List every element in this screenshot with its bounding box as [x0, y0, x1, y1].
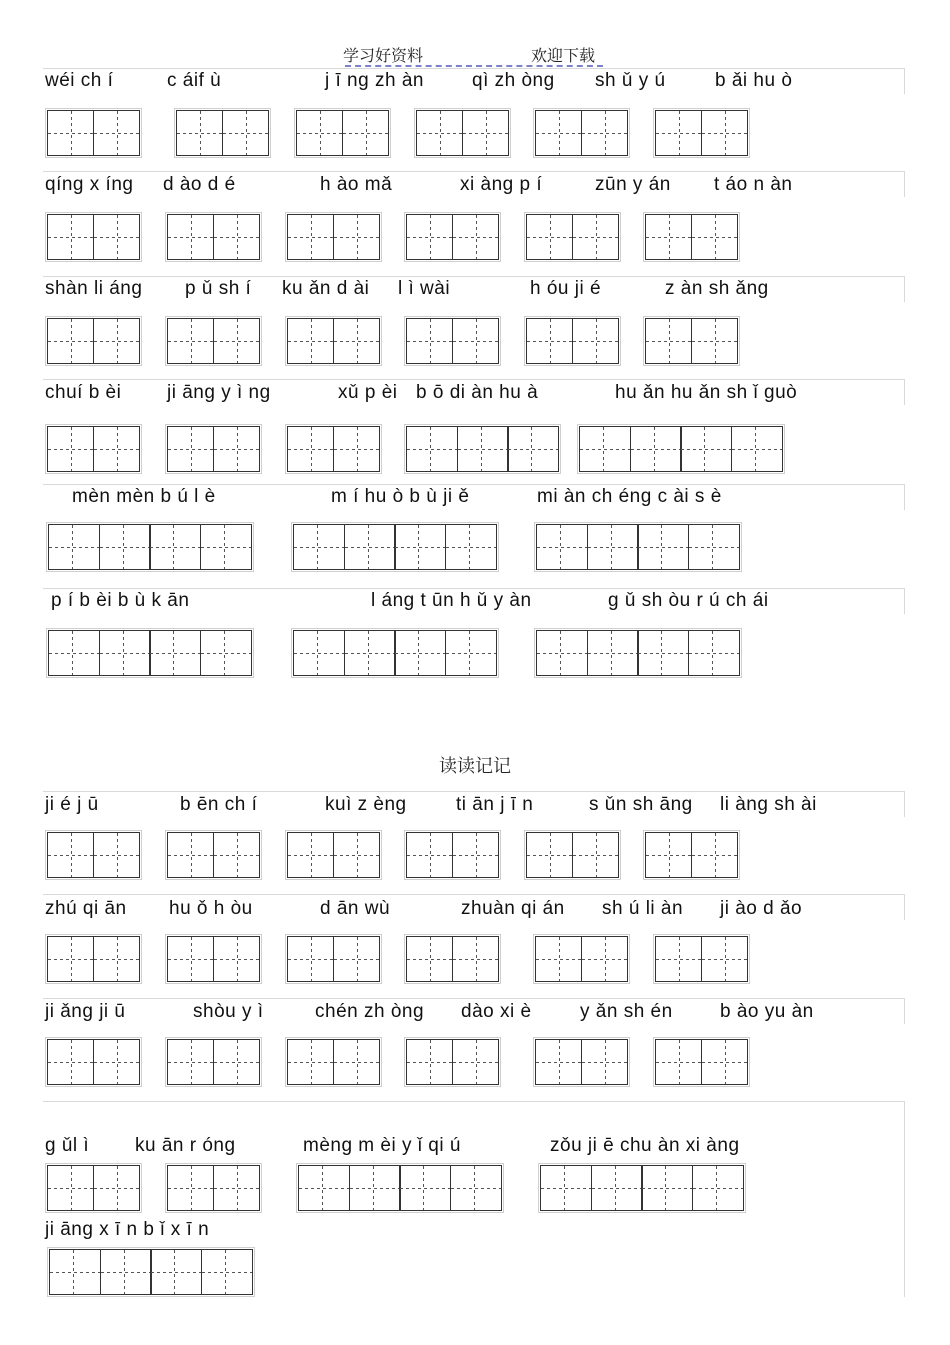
tianzige-cell[interactable] [47, 1039, 94, 1085]
pinyin-prompt: ku ān r óng [135, 1135, 236, 1156]
tianzige-cell[interactable] [701, 936, 748, 982]
row-divider-end [904, 588, 905, 614]
tianzige-cell[interactable] [349, 1165, 401, 1211]
writing-box-group[interactable] [536, 630, 740, 676]
tianzige-cell[interactable] [581, 110, 628, 156]
tianzige-cell[interactable] [213, 318, 260, 364]
tianzige-cell[interactable] [526, 318, 573, 364]
tianzige-cell[interactable] [540, 1165, 592, 1211]
row-divider [43, 171, 905, 172]
pinyin-prompt: sh ú li àn [602, 898, 684, 919]
tianzige-cell[interactable] [507, 426, 559, 472]
pinyin-prompt: c áif ù [167, 70, 222, 91]
tianzige-cell[interactable] [645, 214, 692, 260]
tianzige-cell[interactable] [579, 426, 631, 472]
tianzige-cell[interactable] [581, 936, 628, 982]
pinyin-prompt: z àn sh ǎng [665, 278, 769, 299]
tianzige-cell[interactable] [452, 936, 499, 982]
tianzige-cell[interactable] [406, 318, 453, 364]
pinyin-prompt: y ǎn sh én [580, 1001, 673, 1022]
row-divider [43, 68, 905, 69]
tianzige-cell[interactable] [213, 832, 260, 878]
tianzige-cell[interactable] [394, 524, 446, 570]
tianzige-cell[interactable] [93, 936, 140, 982]
tianzige-cell[interactable] [452, 832, 499, 878]
tianzige-cell[interactable] [587, 524, 639, 570]
writing-box-group[interactable] [406, 832, 499, 878]
writing-box-group[interactable] [287, 214, 380, 260]
tianzige-cell[interactable] [47, 832, 94, 878]
tianzige-cell[interactable] [49, 1249, 101, 1295]
pinyin-prompt: xǔ p èi [338, 382, 398, 403]
tianzige-cell[interactable] [535, 110, 582, 156]
tianzige-cell[interactable] [452, 214, 499, 260]
tianzige-cell[interactable] [298, 1165, 350, 1211]
tianzige-cell[interactable] [406, 214, 453, 260]
writing-box-group[interactable] [48, 524, 252, 570]
tianzige-cell[interactable] [99, 524, 151, 570]
tianzige-cell[interactable] [287, 318, 334, 364]
row-divider [43, 276, 905, 277]
row-divider-end [904, 68, 905, 94]
tianzige-cell[interactable] [445, 630, 497, 676]
tianzige-cell[interactable] [93, 1165, 140, 1211]
writing-box-group[interactable] [406, 318, 499, 364]
writing-box-group[interactable] [655, 1039, 748, 1085]
writing-box-group[interactable] [406, 214, 499, 260]
tianzige-cell[interactable] [167, 1165, 214, 1211]
tianzige-cell[interactable] [344, 630, 396, 676]
tianzige-cell[interactable] [93, 110, 140, 156]
pinyin-prompt: hu ǒ h òu [169, 898, 253, 919]
tianzige-cell[interactable] [150, 1249, 202, 1295]
tianzige-cell[interactable] [526, 832, 573, 878]
tianzige-cell[interactable] [47, 318, 94, 364]
writing-box-group[interactable] [49, 1249, 253, 1295]
tianzige-cell[interactable] [293, 524, 345, 570]
writing-box-group[interactable] [47, 110, 140, 156]
writing-box-group[interactable] [48, 630, 252, 676]
writing-box-group[interactable] [287, 318, 380, 364]
pinyin-prompt: li àng sh ài [720, 794, 817, 815]
pinyin-prompt: zhú qi ān [45, 898, 127, 919]
row-divider-end [904, 998, 905, 1024]
writing-box-group[interactable] [416, 110, 509, 156]
pinyin-prompt: zǒu ji ē chu àn xi àng [550, 1135, 740, 1156]
section-title-dudujiji: 读读记记 [439, 756, 511, 777]
writing-box-group[interactable] [47, 426, 140, 472]
writing-box-group[interactable] [535, 936, 628, 982]
tianzige-cell[interactable] [645, 832, 692, 878]
pinyin-prompt: qíng x íng [45, 174, 134, 195]
tianzige-cell[interactable] [406, 1039, 453, 1085]
writing-box-group[interactable] [655, 936, 748, 982]
writing-box-group[interactable] [47, 832, 140, 878]
writing-box-group[interactable] [47, 936, 140, 982]
tianzige-cell[interactable] [213, 1165, 260, 1211]
pinyin-prompt: p í b èi b ù k ān [51, 590, 190, 611]
tianzige-cell[interactable] [100, 1249, 152, 1295]
pinyin-prompt: b ēn ch í [180, 794, 258, 815]
pinyin-prompt: b ào yu àn [720, 1001, 814, 1022]
writing-box-group[interactable] [293, 524, 497, 570]
writing-box-group[interactable] [406, 936, 499, 982]
header-right-text: 欢迎下载 [531, 46, 596, 65]
tianzige-cell[interactable] [457, 426, 509, 472]
row-divider-end [904, 484, 905, 510]
tianzige-cell[interactable] [406, 936, 453, 982]
pinyin-prompt: kuì z èng [325, 794, 407, 815]
pinyin-prompt: m í hu ò b ù ji ě [331, 486, 470, 507]
writing-box-group[interactable] [167, 832, 260, 878]
writing-box-group[interactable] [655, 110, 748, 156]
pinyin-prompt: j ī ng zh àn [325, 70, 424, 91]
pinyin-prompt: zūn y án [595, 174, 671, 195]
tianzige-cell[interactable] [201, 1249, 253, 1295]
tianzige-cell[interactable] [47, 426, 94, 472]
pinyin-prompt: d ào d é [163, 174, 236, 195]
tianzige-cell[interactable] [333, 214, 380, 260]
tianzige-cell[interactable] [416, 110, 463, 156]
tianzige-cell[interactable] [287, 1039, 334, 1085]
writing-box-group[interactable] [526, 832, 619, 878]
tianzige-cell[interactable] [333, 936, 380, 982]
pinyin-prompt: wéi ch í [45, 70, 114, 91]
writing-box-group[interactable] [167, 1039, 260, 1085]
tianzige-cell[interactable] [452, 1039, 499, 1085]
pinyin-prompt: ji ào d ǎo [720, 898, 803, 919]
tianzige-cell[interactable] [535, 1039, 582, 1085]
tianzige-cell[interactable] [200, 524, 252, 570]
pinyin-prompt: b ō di àn hu à [416, 382, 539, 403]
tianzige-cell[interactable] [213, 1039, 260, 1085]
tianzige-cell[interactable] [399, 1165, 451, 1211]
row-divider-end [904, 171, 905, 197]
tianzige-cell[interactable] [344, 524, 396, 570]
tianzige-cell[interactable] [655, 110, 702, 156]
tianzige-cell[interactable] [691, 318, 738, 364]
row-divider [43, 588, 905, 589]
writing-box-group[interactable] [526, 214, 619, 260]
writing-box-group[interactable] [167, 214, 260, 260]
writing-box-group[interactable] [645, 214, 738, 260]
tianzige-cell[interactable] [691, 214, 738, 260]
tianzige-cell[interactable] [47, 936, 94, 982]
writing-box-group[interactable] [287, 832, 380, 878]
tianzige-cell[interactable] [333, 426, 380, 472]
row-divider [43, 791, 905, 792]
tianzige-cell[interactable] [47, 1165, 94, 1211]
tianzige-cell[interactable] [630, 426, 682, 472]
header-dashed-underline [345, 65, 603, 67]
pinyin-prompt: l ì wài [398, 278, 451, 299]
pinyin-prompt: ji āng x ī n b ǐ x ī n [45, 1219, 210, 1240]
pinyin-prompt: chén zh òng [315, 1001, 425, 1022]
tianzige-cell[interactable] [287, 936, 334, 982]
tianzige-cell[interactable] [526, 214, 573, 260]
writing-box-group[interactable] [287, 426, 380, 472]
tianzige-cell[interactable] [462, 110, 509, 156]
tianzige-cell[interactable] [296, 110, 343, 156]
writing-box-group[interactable] [293, 630, 497, 676]
writing-box-group[interactable] [47, 318, 140, 364]
tianzige-cell[interactable] [450, 1165, 502, 1211]
tianzige-cell[interactable] [213, 214, 260, 260]
pinyin-prompt: mèng m èi y ǐ qi ú [303, 1135, 461, 1156]
writing-box-group[interactable] [287, 936, 380, 982]
pinyin-prompt: t áo n àn [714, 174, 793, 195]
row-divider-end [904, 276, 905, 302]
tianzige-cell[interactable] [637, 524, 689, 570]
tianzige-cell[interactable] [167, 318, 214, 364]
tianzige-cell[interactable] [48, 524, 100, 570]
writing-box-group[interactable] [535, 1039, 628, 1085]
pinyin-prompt: mèn mèn b ú l è [72, 486, 216, 507]
pinyin-prompt: qì zh òng [472, 70, 555, 91]
tianzige-cell[interactable] [655, 936, 702, 982]
tianzige-cell[interactable] [692, 1165, 744, 1211]
tianzige-cell[interactable] [167, 426, 214, 472]
tianzige-cell[interactable] [93, 1039, 140, 1085]
writing-box-group[interactable] [47, 1165, 140, 1211]
tianzige-cell[interactable] [445, 524, 497, 570]
tianzige-cell[interactable] [167, 1039, 214, 1085]
tianzige-cell[interactable] [591, 1165, 643, 1211]
tianzige-cell[interactable] [93, 832, 140, 878]
writing-box-group[interactable] [298, 1165, 502, 1211]
writing-box-group[interactable] [167, 936, 260, 982]
writing-box-group[interactable] [287, 1039, 380, 1085]
tianzige-cell[interactable] [293, 630, 345, 676]
tianzige-cell[interactable] [581, 1039, 628, 1085]
row-divider [43, 484, 905, 485]
header-left-text: 学习好资料 [343, 46, 424, 65]
tianzige-cell[interactable] [333, 318, 380, 364]
tianzige-cell[interactable] [572, 832, 619, 878]
writing-box-group[interactable] [47, 1039, 140, 1085]
tianzige-cell[interactable] [222, 110, 269, 156]
pinyin-prompt: s ǔn sh āng [589, 794, 693, 815]
page-header [0, 40, 950, 64]
pinyin-prompt: h óu ji é [530, 278, 602, 299]
pinyin-prompt: sh ǔ y ú [595, 70, 666, 91]
row-divider [43, 379, 905, 380]
writing-box-group[interactable] [645, 832, 738, 878]
tianzige-cell[interactable] [572, 214, 619, 260]
writing-box-group[interactable] [645, 318, 738, 364]
pinyin-prompt: xi àng p í [460, 174, 543, 195]
writing-box-group[interactable] [535, 110, 628, 156]
tianzige-cell[interactable] [213, 426, 260, 472]
writing-box-group[interactable] [536, 524, 740, 570]
tianzige-cell[interactable] [691, 832, 738, 878]
tianzige-cell[interactable] [731, 426, 783, 472]
tianzige-cell[interactable] [406, 426, 458, 472]
tianzige-cell[interactable] [641, 1165, 693, 1211]
writing-box-group[interactable] [540, 1165, 744, 1211]
tianzige-cell[interactable] [655, 1039, 702, 1085]
tianzige-cell[interactable] [213, 936, 260, 982]
tianzige-cell[interactable] [287, 832, 334, 878]
row-divider-end [904, 379, 905, 405]
tianzige-cell[interactable] [587, 630, 639, 676]
row-divider [43, 894, 905, 895]
writing-box-group[interactable] [167, 1165, 260, 1211]
tianzige-cell[interactable] [47, 110, 94, 156]
tianzige-cell[interactable] [536, 630, 588, 676]
pinyin-prompt: shàn li áng [45, 278, 143, 299]
row-divider-end [904, 1101, 905, 1297]
tianzige-cell[interactable] [93, 318, 140, 364]
pinyin-prompt: d ān wù [320, 898, 391, 919]
pinyin-prompt: h ào mǎ [320, 174, 393, 195]
pinyin-prompt: shòu y ì [193, 1001, 264, 1022]
pinyin-prompt: ji ǎng ji ū [45, 1001, 126, 1022]
tianzige-cell[interactable] [99, 630, 151, 676]
writing-box-group[interactable] [406, 1039, 499, 1085]
writing-box-group[interactable] [47, 214, 140, 260]
writing-box-group[interactable] [406, 426, 559, 472]
tianzige-cell[interactable] [680, 426, 732, 472]
tianzige-cell[interactable] [200, 630, 252, 676]
pinyin-prompt: ti ān j ī n [456, 794, 534, 815]
tianzige-cell[interactable] [149, 524, 201, 570]
row-divider [43, 998, 905, 999]
tianzige-cell[interactable] [93, 214, 140, 260]
tianzige-cell[interactable] [333, 1039, 380, 1085]
pinyin-prompt: ji é j ū [45, 794, 99, 815]
tianzige-cell[interactable] [645, 318, 692, 364]
pinyin-prompt: b ǎi hu ò [715, 70, 793, 91]
tianzige-cell[interactable] [688, 524, 740, 570]
row-divider [43, 1101, 905, 1102]
tianzige-cell[interactable] [287, 214, 334, 260]
pinyin-prompt: dào xi è [461, 1001, 532, 1022]
writing-box-group[interactable] [167, 426, 260, 472]
tianzige-cell[interactable] [452, 318, 499, 364]
tianzige-cell[interactable] [637, 630, 689, 676]
pinyin-prompt: zhuàn qi án [461, 898, 565, 919]
tianzige-cell[interactable] [333, 832, 380, 878]
tianzige-cell[interactable] [149, 630, 201, 676]
tianzige-cell[interactable] [167, 936, 214, 982]
tianzige-cell[interactable] [701, 110, 748, 156]
writing-box-group[interactable] [526, 318, 619, 364]
pinyin-prompt: g ǔ sh òu r ú ch ái [608, 590, 769, 611]
tianzige-cell[interactable] [688, 630, 740, 676]
pinyin-prompt: ji āng y ì ng [167, 382, 271, 403]
tianzige-cell[interactable] [342, 110, 389, 156]
pinyin-prompt: ku ǎn d ài [282, 278, 370, 299]
pinyin-prompt: chuí b èi [45, 382, 122, 403]
row-divider-end [904, 791, 905, 817]
tianzige-cell[interactable] [167, 214, 214, 260]
tianzige-cell[interactable] [535, 936, 582, 982]
tianzige-cell[interactable] [93, 426, 140, 472]
tianzige-cell[interactable] [701, 1039, 748, 1085]
pinyin-prompt: g ǔl ì [45, 1135, 90, 1156]
tianzige-cell[interactable] [47, 214, 94, 260]
tianzige-cell[interactable] [536, 524, 588, 570]
writing-box-group[interactable] [176, 110, 269, 156]
tianzige-cell[interactable] [406, 832, 453, 878]
tianzige-cell[interactable] [167, 832, 214, 878]
tianzige-cell[interactable] [394, 630, 446, 676]
tianzige-cell[interactable] [48, 630, 100, 676]
tianzige-cell[interactable] [287, 426, 334, 472]
pinyin-prompt: hu ǎn hu ǎn sh ǐ guò [615, 382, 798, 403]
pinyin-prompt: l áng t ūn h ǔ y àn [371, 590, 532, 611]
writing-box-group[interactable] [579, 426, 783, 472]
pinyin-prompt: p ǔ sh í [185, 278, 252, 299]
writing-box-group[interactable] [296, 110, 389, 156]
writing-box-group[interactable] [167, 318, 260, 364]
tianzige-cell[interactable] [572, 318, 619, 364]
pinyin-prompt: mi àn ch éng c ài s è [537, 486, 722, 507]
tianzige-cell[interactable] [176, 110, 223, 156]
row-divider-end [904, 894, 905, 920]
